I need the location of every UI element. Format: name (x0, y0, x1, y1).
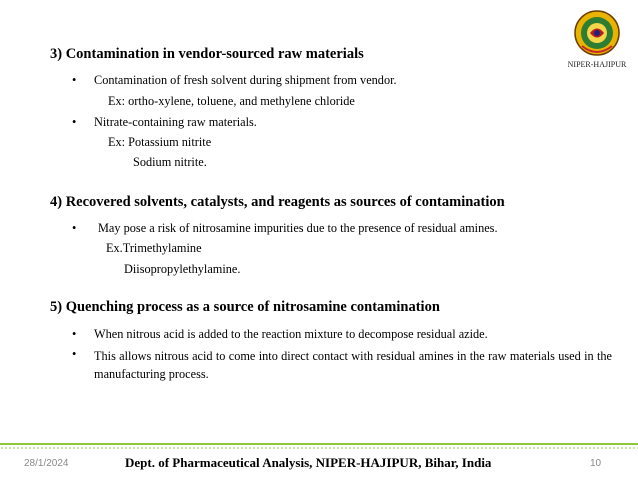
example-line: Ex.Trimethylamine (106, 241, 202, 255)
example-line: Sodium nitrite. (133, 155, 207, 169)
footer-department: Dept. of Pharmaceutical Analysis, NIPER-HAJIPUR, Bihar, India (125, 455, 492, 470)
footer-divider (0, 443, 638, 445)
list-item-text: When nitrous acid is added to the reaction mixture to decompose residual azide. (94, 327, 488, 341)
list-item-text: Nitrate-containing raw materials. (94, 115, 257, 129)
bullet-icon: • (72, 327, 77, 341)
list-item-text: This allows nitrous acid to come into direct contact with residual amines in the raw materials used in the manufacturing process. (94, 349, 612, 381)
bullet-icon: • (72, 347, 77, 361)
bullet-icon: • (72, 221, 77, 235)
footer-date: 28/1/2024 (24, 458, 69, 469)
logo-label: NIPER-HAJIPUR (567, 60, 627, 69)
list-item-text: Contamination of fresh solvent during shipment from vendor. (94, 73, 397, 87)
example-line: Ex: Potassium nitrite (108, 135, 212, 149)
section-heading-4: 4) Recovered solvents, catalysts, and reagents as sources of contamination (50, 194, 505, 210)
example-line: Ex: ortho-xylene, toluene, and methylene chloride (108, 94, 355, 108)
footer-pattern (0, 446, 638, 450)
page-number: 10 (590, 458, 602, 469)
bullet-icon: • (72, 73, 77, 87)
example-line: Diisopropylethylamine. (124, 262, 241, 276)
section-heading-5: 5) Quenching process as a source of nitrosamine contamination (50, 299, 440, 315)
section-heading-3: 3) Contamination in vendor-sourced raw materials (50, 46, 364, 62)
bullet-icon: • (72, 115, 77, 129)
list-item-text: May pose a risk of nitrosamine impurities due to the presence of residual amines. (98, 221, 498, 235)
